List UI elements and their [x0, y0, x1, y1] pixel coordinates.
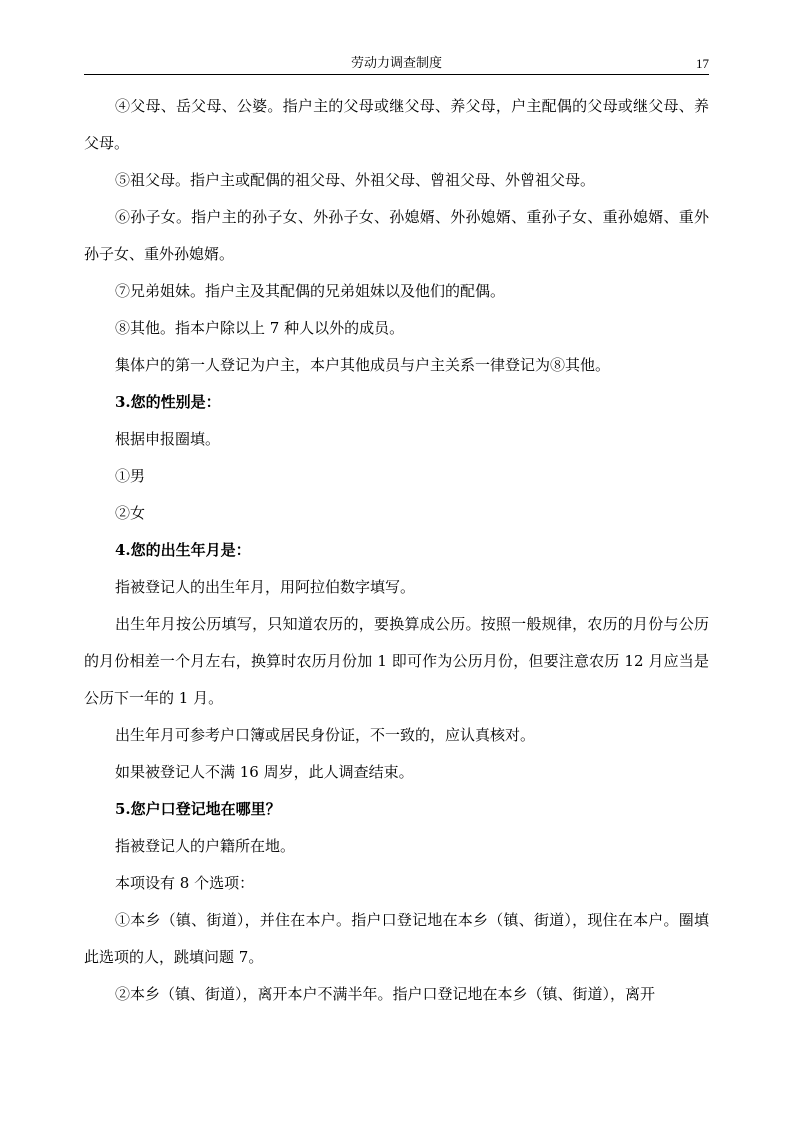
paragraph-birth-date-verification: 出生年月可参考户口簿或居民身份证，不一致的，应认真核对。	[115, 726, 536, 744]
running-header-title: 劳动力调查制度	[350, 56, 442, 71]
paragraph-birth-date-definition: 指被登记人的出生年月，用阿拉伯数字填写。	[115, 578, 416, 596]
paragraph-lunar-conversion: 出生年月按公历填写，只知道农历的，要换算成公历。按照一般规律，农历的月份与公历的月份相差一个月左右，换算时农历月份加 1 即可作为公历月份，但要注意农历 12 月应当是公历下一年的 1 月。	[84, 615, 709, 707]
paragraph-grandchildren: ⑥孙子女。指户主的孙子女、外孙子女、孙媳婿、外孙媳婿、重孙子女、重孙媳婿、重外孙子女、重外孙媳婿。	[84, 208, 709, 263]
option-female: ②女	[115, 504, 146, 522]
paragraph-siblings: ⑦兄弟姐妹。指户主及其配偶的兄弟姐妹以及他们的配偶。	[115, 282, 506, 300]
document-body	[84, 88, 709, 1013]
option-male: ①男	[115, 467, 146, 485]
paragraph-under-16: 如果被登记人不满 16 周岁，此人调查结束。	[115, 763, 414, 781]
question-3-heading: 3.您的性别是：	[115, 393, 221, 411]
paragraph-gender-instruction: 根据申报圈填。	[115, 430, 221, 448]
paragraph-options-count: 本项设有 8 个选项：	[115, 874, 255, 892]
option-1-local-resident: ①本乡（镇、街道），并住在本户。指户口登记地在本乡（镇、街道），现住在本户。圈填此选项的人，跳填问题 7。	[84, 911, 709, 966]
paragraph-others: ⑧其他。指本户除以上 7 种人以外的成员。	[115, 319, 405, 337]
paragraph-grandparents: ⑤祖父母。指户主或配偶的祖父母、外祖父母、曾祖父母、外曾祖父母。	[115, 171, 596, 189]
paragraph-registration-definition: 指被登记人的户籍所在地。	[115, 837, 296, 855]
paragraph-collective-household: 集体户的第一人登记为户主，本户其他成员与户主关系一律登记为⑧其他。	[115, 356, 611, 374]
question-5-heading: 5.您户口登记地在哪里？	[115, 800, 281, 818]
page-number: 17	[696, 56, 709, 71]
option-2-local-away: ②本乡（镇、街道），离开本户不满半年。指户口登记地在本乡（镇、街道），离开	[115, 985, 656, 1003]
paragraph-parents: ④父母、岳父母、公婆。指户主的父母或继父母、养父母，户主配偶的父母或继父母、养父母。	[84, 97, 709, 152]
question-4-heading: 4.您的出生年月是：	[115, 541, 251, 559]
header-divider	[84, 74, 709, 75]
